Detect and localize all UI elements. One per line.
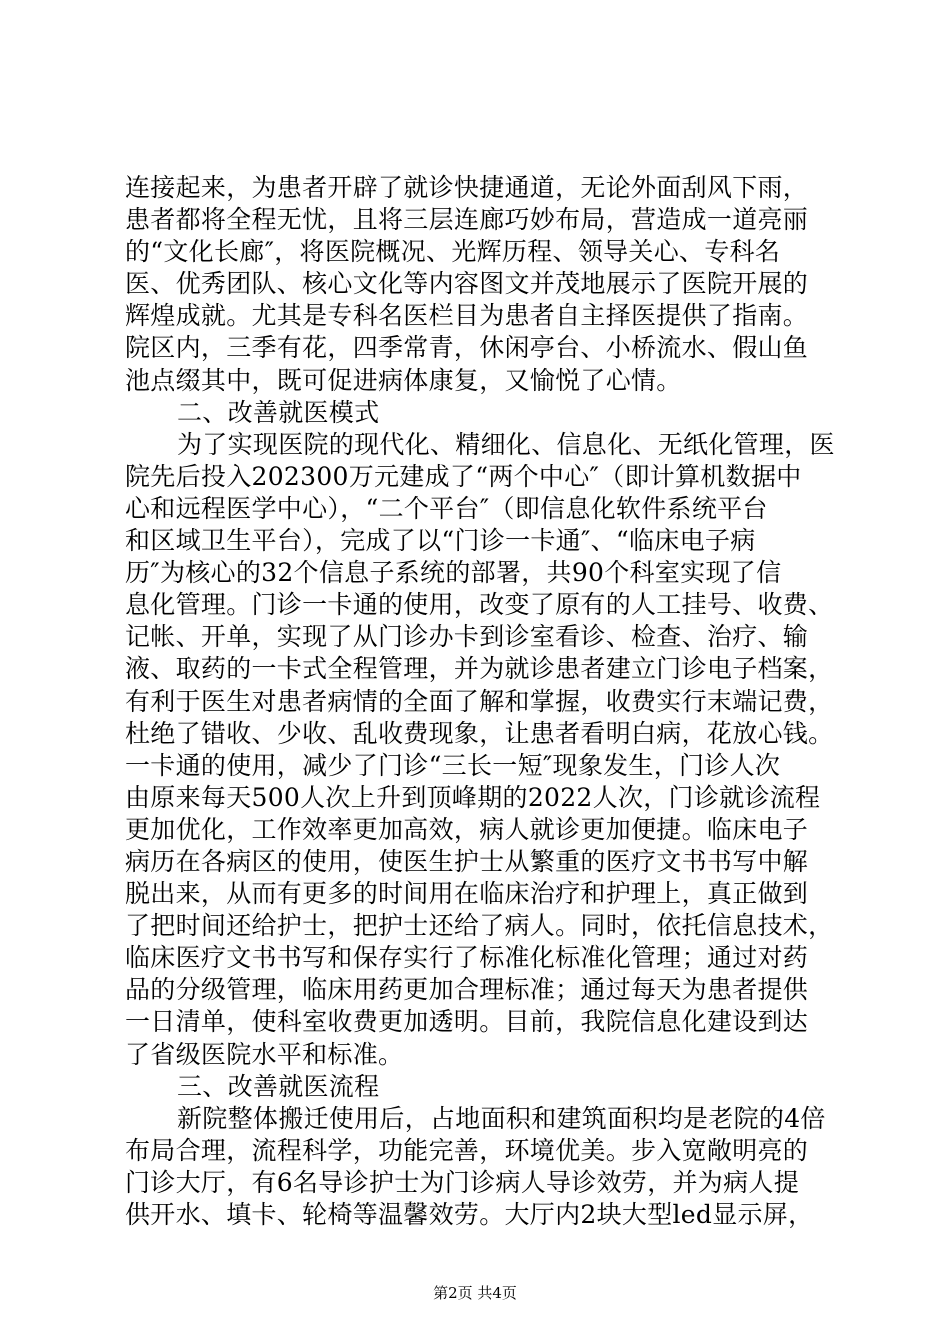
text-line: 更加优化，工作效率更加高效，病人就诊更加便捷。临床电子 (125, 814, 809, 844)
text-line: 池点缀其中，既可促进病体康复，又愉悦了心情。 (125, 365, 682, 395)
text-line: 有利于医生对患者病情的全面了解和掌握，收费实行末端记费， (125, 686, 834, 716)
text-line: 门诊大厅，有6名导诊护士为门诊病人导诊效劳，并为病人提 (125, 1167, 800, 1197)
text-line: 杜绝了错收、少收、乱收费现象，让患者看明白病，花放心钱。 (125, 718, 834, 748)
body-text (125, 172, 835, 1231)
text-line: 液、取药的一卡式全程管理，并为就诊患者建立门诊电子档案， (125, 654, 834, 684)
text-line: 心和远程医学中心），“二个平台″（即信息化软件系统平台 (125, 493, 768, 523)
text-line: 了把时间还给护士，把护士还给了病人。同时，依托信息技术， (125, 911, 834, 941)
text-line: 息化管理。门诊一卡通的使用，改变了原有的人工挂号、收费、 (125, 590, 834, 620)
text-line: 医、优秀团队、核心文化等内容图文并茂地展示了医院开展的 (125, 269, 809, 299)
text-line: 由原来每天500人次上升到顶峰期的2022人次，门诊就诊流程 (125, 782, 821, 812)
text-line: 院区内，三季有花，四季常青，休闲亭台、小桥流水、假山鱼 (125, 333, 809, 363)
text-line: 连接起来，为患者开辟了就诊快捷通道，无论外面刮风下雨， (125, 173, 809, 202)
text-line: 布局合理，流程科学，功能完善，环境优美。步入宽敞明亮的 (125, 1135, 809, 1165)
section-heading: 三、改善就医流程 (177, 1071, 380, 1101)
text-line: 临床医疗文书书写和保存实行了标准化标准化管理；通过对药 (125, 943, 809, 973)
text-line: 一日清单，使科室收费更加透明。目前，我院信息化建设到达 (125, 1007, 809, 1037)
text-line: 一卡通的使用，减少了门诊“三长一短″现象发生，门诊人次 (125, 750, 781, 780)
text-line: 患者都将全程无忧，且将三层连廊巧妙布局，营造成一道亮丽 (125, 205, 809, 235)
text-line: 脱出来，从而有更多的时间用在临床治疗和护理上，真正做到 (125, 879, 809, 909)
text-line: 记帐、开单，实现了从门诊办卡到诊室看诊、检查、治疗、输 (125, 622, 809, 652)
text-line: 的“文化长廊″，将医院概况、光辉历程、领导关心、专科名 (125, 237, 781, 267)
text-line: 院先后投入202300万元建成了“两个中心″（即计算机数据中 (125, 461, 802, 491)
text-line: 了省级医院水平和标准。 (125, 1039, 404, 1069)
text-line: 品的分级管理，临床用药更加合理标准；通过每天为患者提供 (125, 975, 809, 1005)
section-heading: 二、改善就医模式 (177, 397, 380, 427)
text-line: 病历在各病区的使用，使医生护士从繁重的医疗文书书写中解 (125, 846, 809, 876)
text-line: 供开水、填卡、轮椅等温馨效劳。大厅内2块大型led显示屏， (125, 1200, 814, 1229)
page-footer (0, 1283, 950, 1303)
text-line: 辉煌成就。尤其是专科名医栏目为患者自主择医提供了指南。 (125, 301, 809, 331)
text-line: 和区域卫生平台），完成了以“门诊一卡通″、“临床电子病 (125, 526, 756, 556)
page-number-label: 第2页 共4页 (433, 1284, 517, 1302)
text-line: 历″为核心的32个信息子系统的部署，共90个科室实现了信 (125, 558, 782, 588)
text-line: 新院整体搬迁使用后，占地面积和建筑面积均是老院的4倍 (177, 1103, 826, 1133)
text-line: 为了实现医院的现代化、精细化、信息化、无纸化管理，医 (177, 429, 835, 459)
